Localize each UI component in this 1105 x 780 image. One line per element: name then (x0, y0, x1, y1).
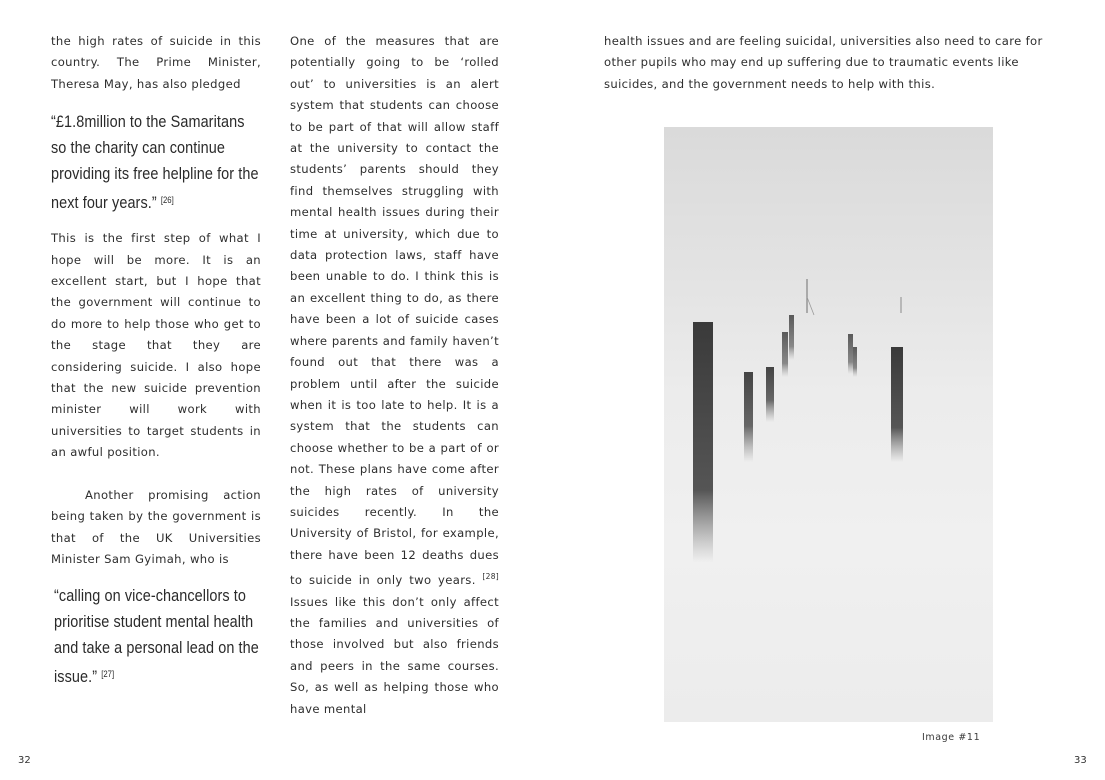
right-column (604, 31, 1056, 95)
body-text: Issues like this don’t only affect the families and universities of those involved but also friends and peers in the same courses. So, as well as helping those who have mental (290, 594, 499, 716)
citation-ref: [28] (482, 572, 499, 582)
page-number-left: 32 (18, 755, 31, 766)
left-column-1 (51, 31, 261, 690)
pull-quote-samaritans (51, 109, 262, 216)
image-caption: Image #11 (922, 732, 981, 743)
pull-quote-vice-chancellors (54, 583, 265, 690)
page-number-right: 33 (1074, 755, 1087, 766)
body-paragraph: This is the first step of what I hope will be more. It is an excellent start, but I hope that the government will continue to do more to help those who get to the stage that they are considering suicide. I also hope that the new suicide prevention minister will work with universities to target students in an awful position. (51, 231, 261, 460)
left-column-2 (290, 31, 499, 720)
pull-quote-text: “calling on vice-chancellors to prioritise student mental health and take a personal lead on the issue.” (54, 585, 259, 686)
pull-quote-text: “£1.8million to the Samaritans so the charity can continue providing its free helpline for the next four years.” (51, 112, 259, 213)
pier-posts-photo (664, 127, 993, 722)
body-paragraph (290, 31, 499, 720)
intro-paragraph: the high rates of suicide in this country. The Prime Minister, Theresa May, has also pledged (51, 34, 261, 91)
citation-ref: [27] (101, 668, 115, 679)
body-text: One of the measures that are potentially going to be ‘rolled out’ to universities is an alert system that students can choose to be part of that will allow staff at the university to contact the students’ parents should they find themselves struggling with mental health issues during their time at university, which due to data protection laws, staff have been unable to do. I think this is an excellent thing to do, as there have been a lot of suicide cases where parents and family haven’t found out that there was a problem until after the suicide when it is too late to help. It is a system that the students can choose whether to be a part of or not. These plans have come after the high rates of university suicides recently. In the University of Bristol, for example, there have been 12 deaths dues to suicide in only two years. (290, 34, 499, 588)
body-paragraph: Another promising action being taken by the government is that of the UK Universities Minister Sam Gyimah, who is (51, 488, 261, 567)
body-paragraph: health issues and are feeling suicidal, universities also need to care for other pupils who may end up suffering due to traumatic events like suicides, and the government needs to help with this. (604, 34, 1043, 91)
citation-ref: [26] (160, 195, 174, 206)
